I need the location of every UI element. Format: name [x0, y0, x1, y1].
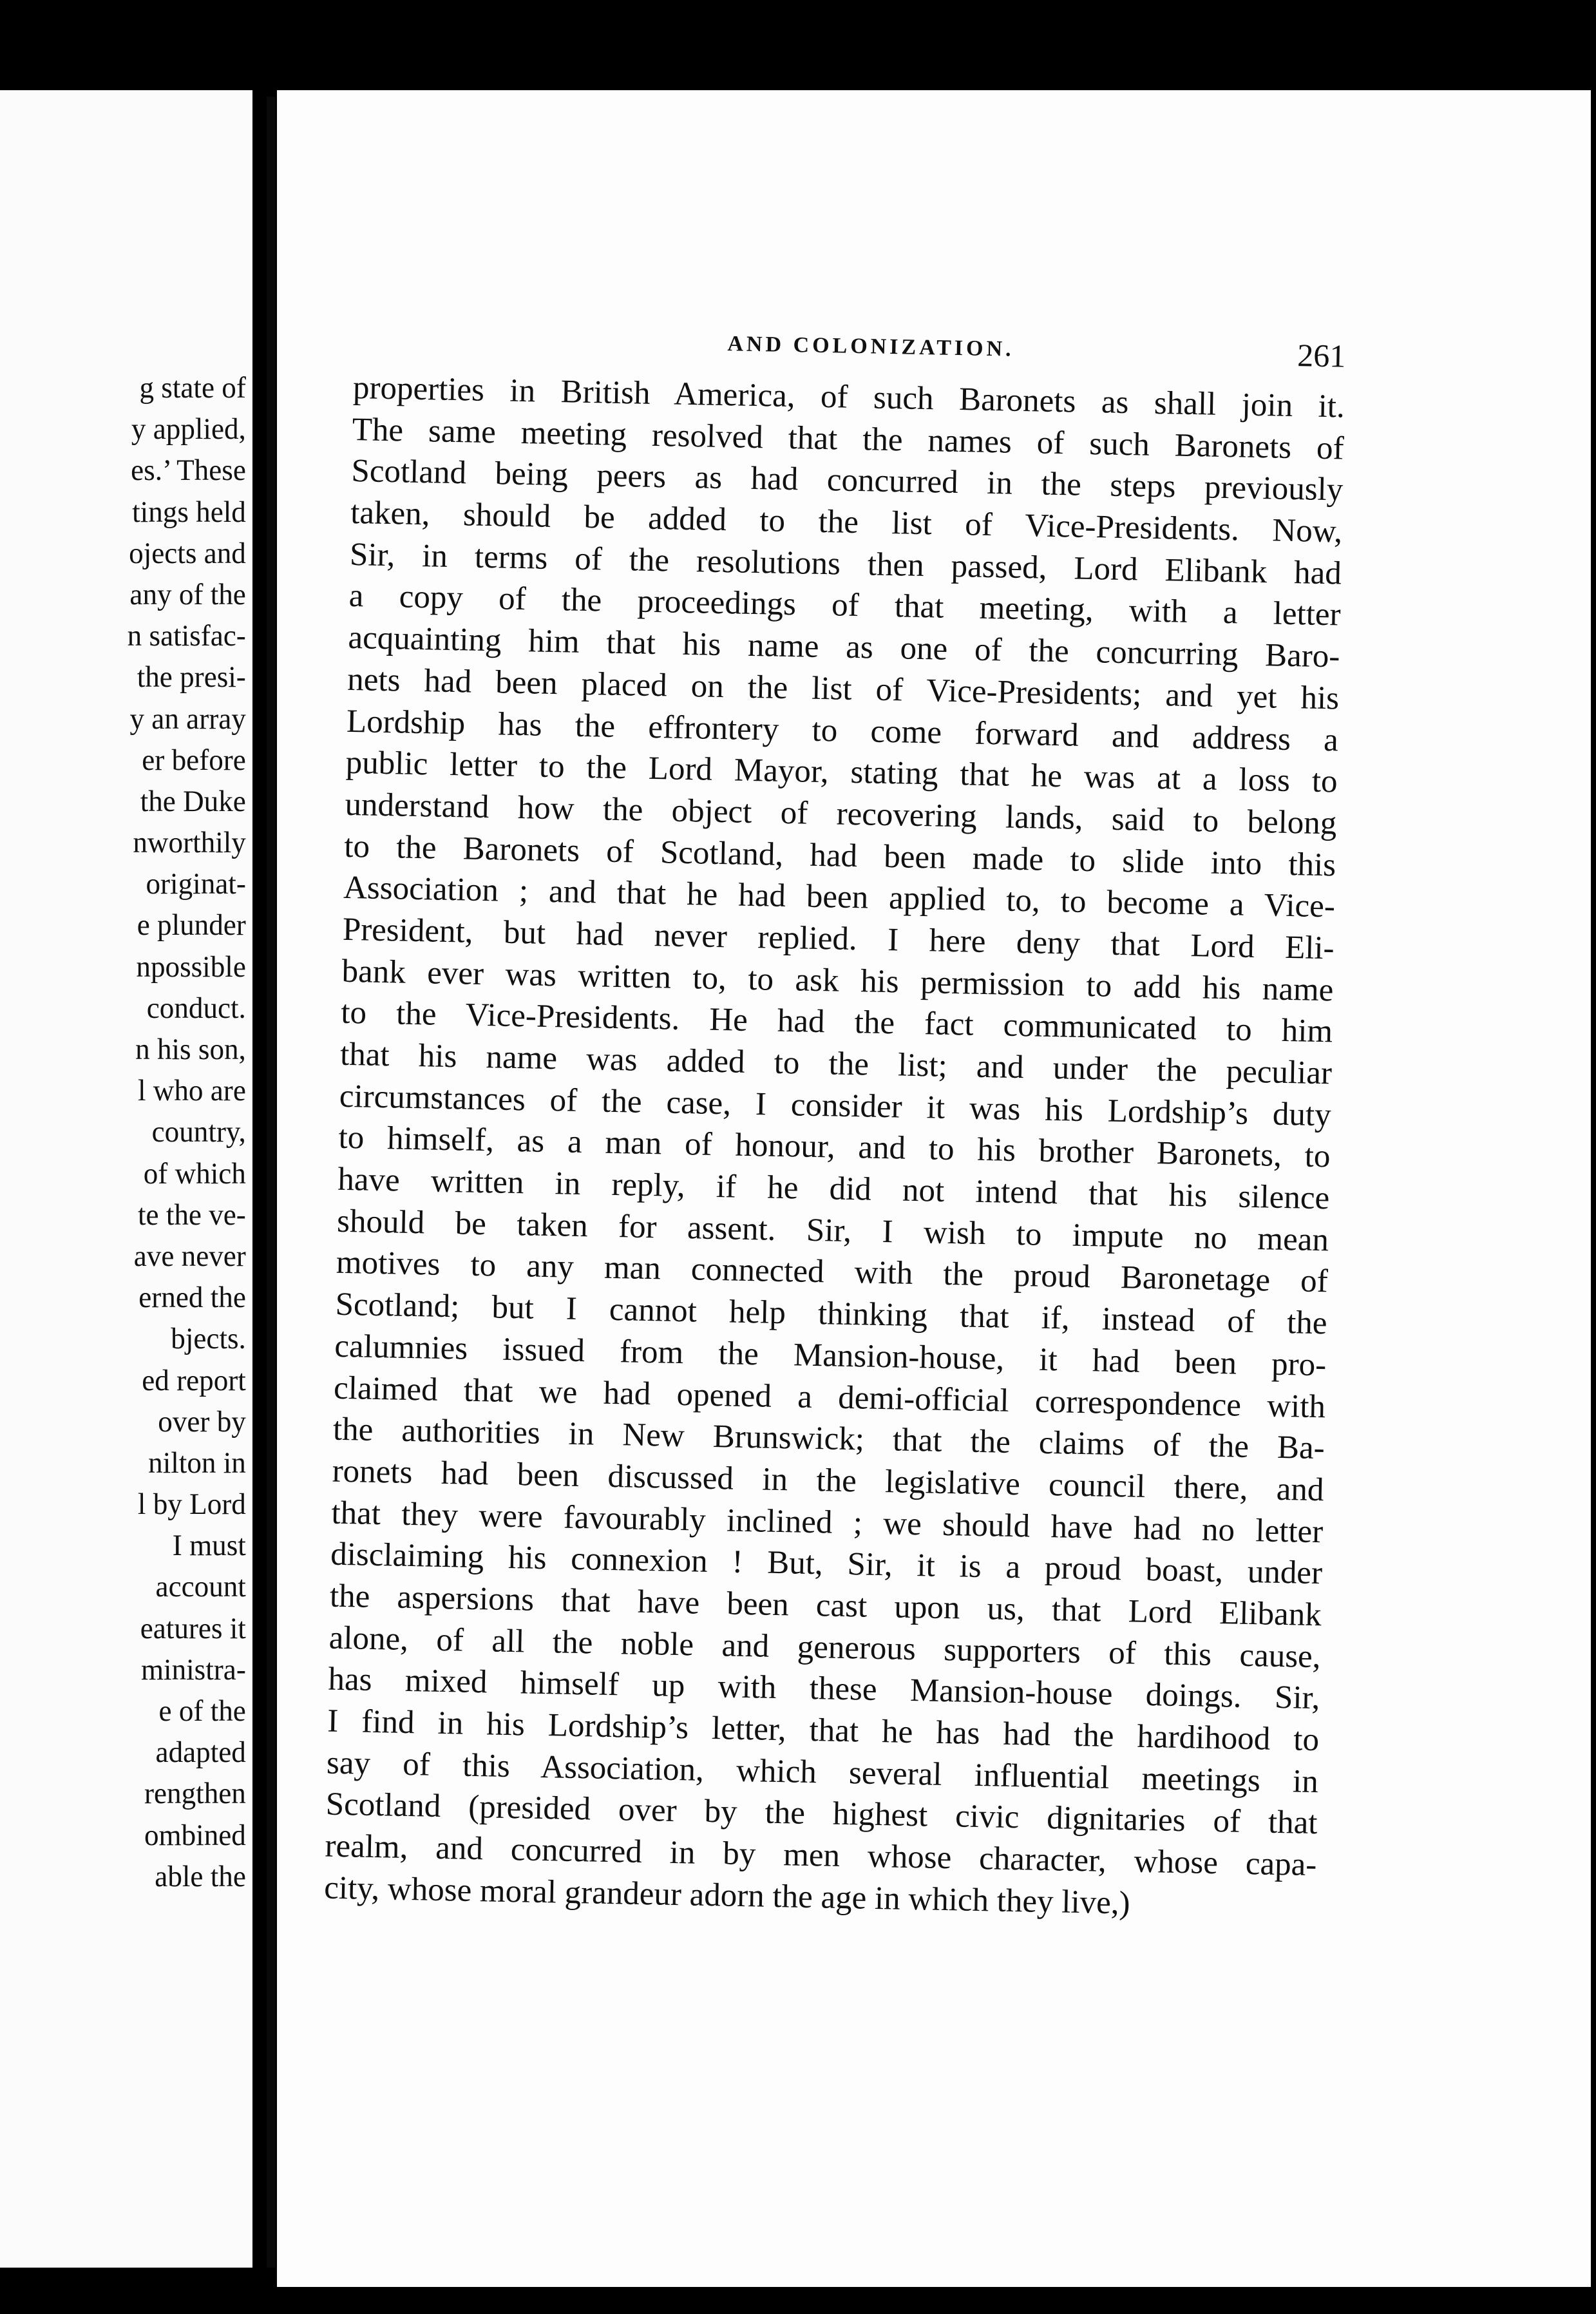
facing-page-line: e plunder [137, 908, 246, 942]
text-line: motives to any man connected with the proud Baronetage of [336, 1245, 1329, 1300]
facing-page-line: ombined [144, 1818, 246, 1852]
facing-page-line: tings held [132, 495, 246, 529]
facing-page-line: nworthily [133, 826, 246, 860]
page-content [324, 322, 1346, 1928]
facing-page-line: l who are [138, 1074, 246, 1108]
facing-page-line: y an array [129, 702, 246, 736]
text-line: nets had been placed on the list of Vice-Presidents; and yet his [347, 661, 1340, 717]
facing-page-line: conduct. [146, 991, 246, 1025]
facing-page-line: ave never [133, 1239, 246, 1273]
facing-page-line: l by Lord [138, 1487, 246, 1522]
text-line: President, but had never replied. I here deny that Lord Eli- [342, 911, 1335, 967]
facing-page-line: n his son, [135, 1033, 246, 1066]
facing-page-line: eatures it [140, 1611, 246, 1645]
text-line: Scotland (presided over by the highest civic dignitaries of that [325, 1786, 1318, 1842]
facing-page-line: ed report [142, 1363, 246, 1397]
text-line: Lordship has the effrontery to come forward and address a [346, 703, 1339, 758]
facing-page-line: account [155, 1570, 246, 1604]
facing-page-line: te the ve- [138, 1198, 246, 1232]
text-line: acquainting him that his name as one of the concurring Baro- [348, 620, 1340, 675]
text-line: that they were favourably inclined ; we should have had no letter [330, 1495, 1324, 1550]
book-page [277, 90, 1591, 2287]
text-line: the aspersions that have been cast upon us, that Lord Elibank [329, 1578, 1322, 1634]
facing-page-line: ministra- [141, 1652, 246, 1687]
text-line: has mixed himself up with these Mansion-house doings. Sir, [328, 1661, 1320, 1717]
text-line: calumnies issued from the Mansion-house, it had been pro- [334, 1328, 1327, 1384]
text-line: Sir, in terms of the resolutions then passed, Lord Elibank had [349, 536, 1342, 592]
facing-page-line: e of the [158, 1694, 246, 1728]
facing-page-line: g state of [139, 371, 246, 405]
text-line: Scotland being peers as had concurred in the steps previously [351, 453, 1344, 508]
text-line: have written in reply, if he did not intend that his silence [337, 1161, 1330, 1217]
body-text [324, 367, 1345, 1928]
facing-page-line: any of the [129, 577, 246, 611]
text-line: a copy of the proceedings of that meeting, with a letter [348, 578, 1342, 633]
text-line: that his name was added to the list; and under the peculiar [339, 1036, 1333, 1092]
text-line: to the Vice-Presidents. He had the fact communicated to him [340, 995, 1333, 1050]
text-line: alone, of all the noble and generous supporters of this cause, [328, 1620, 1322, 1675]
facing-page-line: er before [142, 743, 246, 777]
facing-page-line: n satisfac- [127, 619, 246, 653]
facing-page-line: I must [172, 1529, 246, 1563]
facing-page-line: of which [143, 1156, 246, 1190]
text-line: I find in his Lordship’s letter, that he has had the hardihood to [327, 1703, 1320, 1759]
text-line: Association ; and that he had been applied to, to become a Vice- [343, 870, 1336, 925]
facing-page-line: the Duke [140, 784, 246, 818]
text-line: ronets had been discussed in the legislative council there, and [332, 1453, 1325, 1509]
text-line: bank ever was written to, to ask his permission to add his name [341, 953, 1334, 1008]
facing-page-line: npossible [136, 950, 246, 984]
text-line: say of this Association, which several influential meetings in [326, 1745, 1319, 1800]
text-line: circumstances of the case, I consider it was his Lordship’s duty [339, 1078, 1332, 1134]
text-line: Scotland; but I cannot help thinking that if, instead of the [335, 1286, 1327, 1342]
facing-page-line: bjects. [171, 1322, 246, 1356]
facing-page-line: erned the [138, 1281, 246, 1315]
facing-page-line: ojects and [129, 536, 246, 570]
text-line: properties in British America, of such Baronets as shall join it. [352, 369, 1345, 425]
text-line: should be taken for assent. Sir, I wish to impute no mean [336, 1203, 1329, 1259]
facing-page-line: rengthen [144, 1777, 246, 1811]
facing-page-line: nilton in [148, 1446, 246, 1480]
facing-page-fragment [0, 90, 252, 2268]
running-title: AND COLONIZATION. [727, 332, 1014, 361]
text-line: taken, should be added to the list of Vice-Presidents. Now, [350, 495, 1343, 550]
text-line: understand how the object of recovering lands, said to belong [345, 786, 1337, 842]
text-line: city, whose moral grandeur adorn the age in which they live,) [323, 1869, 1131, 1922]
facing-page-line: able the [155, 1859, 246, 1893]
text-line: to the Baronets of Scotland, had been made to slide into this [343, 828, 1336, 883]
text-line: to himself, as a man of honour, and to his brother Baronets, to [338, 1120, 1331, 1175]
page-number: 261 [1297, 337, 1346, 374]
text-line: disclaiming his connexion ! But, Sir, it is a proud boast, under [330, 1536, 1323, 1592]
text-line: realm, and concurred in by men whose character, whose capa- [325, 1828, 1317, 1884]
facing-page-line: the presi- [137, 660, 246, 694]
facing-page-line: es.’ These [131, 454, 246, 488]
text-line: The same meeting resolved that the names of such Baronets of [352, 411, 1345, 467]
text-line: claimed that we had opened a demi-official correspondence with [333, 1370, 1326, 1425]
facing-page-line: country, [151, 1115, 246, 1149]
facing-page-text [122, 367, 246, 1897]
facing-page-line: over by [158, 1404, 246, 1439]
facing-page-line: y applied, [131, 412, 246, 446]
book-gutter [267, 97, 276, 2268]
text-line: the authorities in New Brunswick; that the claims of the Ba- [332, 1411, 1325, 1467]
facing-page-line: adapted [155, 1736, 246, 1770]
facing-page-line: originat- [146, 867, 246, 901]
text-line: public letter to the Lord Mayor, stating that he was at a loss to [345, 745, 1338, 800]
